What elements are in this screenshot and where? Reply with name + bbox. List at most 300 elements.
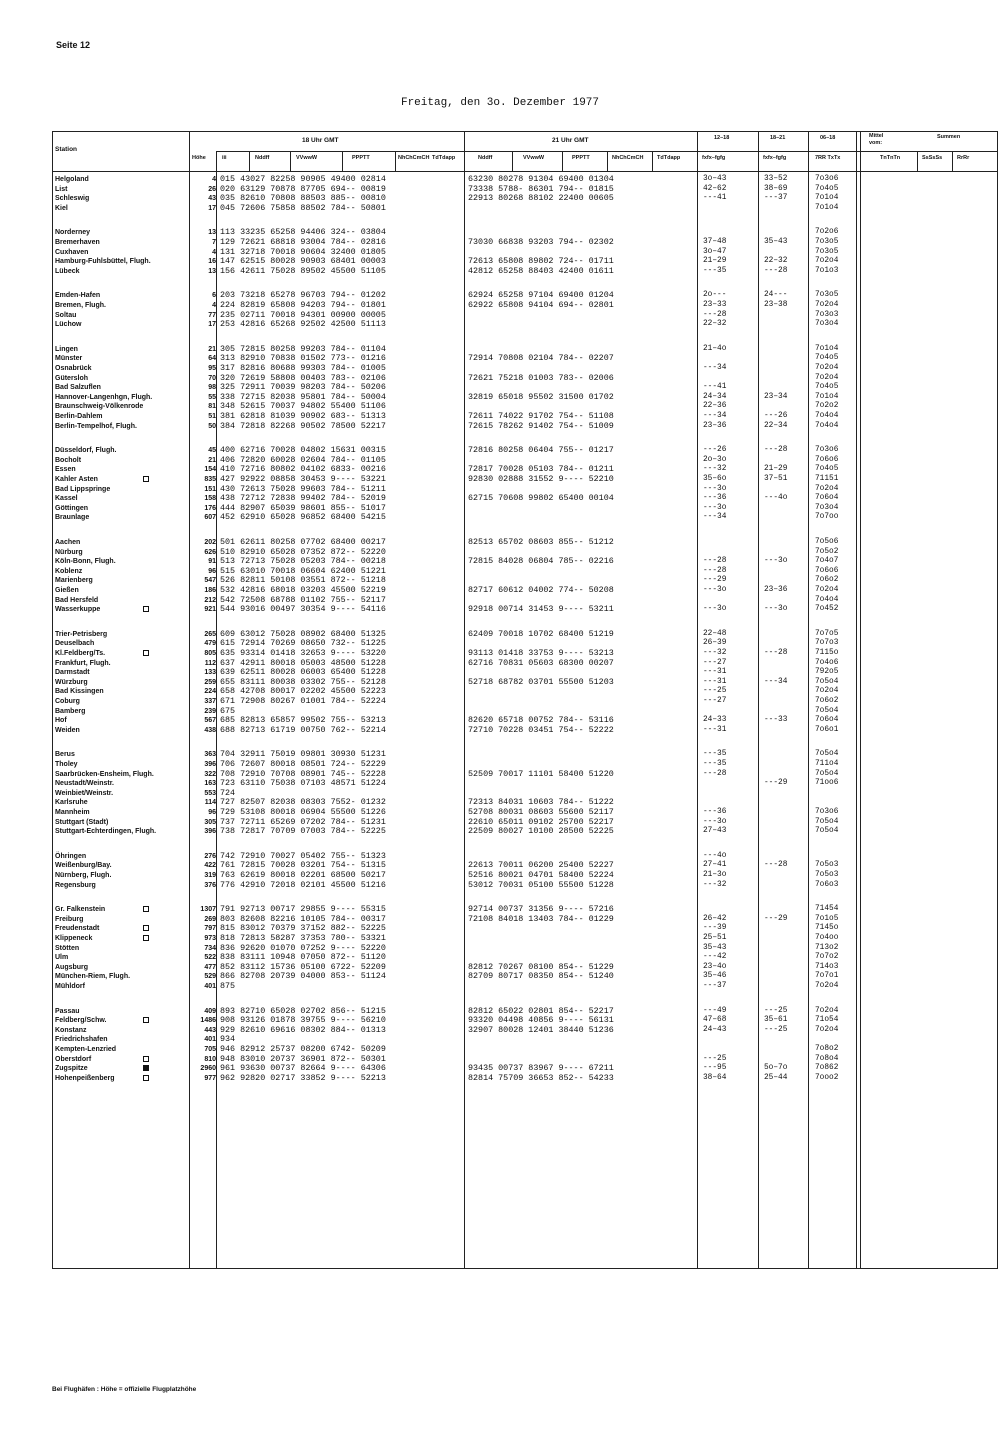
temp-extremes: 7o6o6 [815,566,839,575]
obs-18-group: 635 93314 01418 32653 9---- 53220 [220,648,386,658]
obs-18-group: 729 53108 80018 06904 55500 51226 [220,807,386,817]
gust-12-18: ---37 [703,982,727,990]
station-height: 96 [208,567,216,575]
station-label: Kahler Asten [55,476,98,483]
station-height: 797 [204,925,216,933]
gust-12-18: 22–36 [703,402,727,411]
temp-extremes: 7o5o4 [815,706,839,715]
station-label: Kl.Feldberg/Ts. [55,650,106,657]
gust-12-18: 38–64 [703,1073,727,1082]
gust-12-18: 23–36 [703,421,727,430]
obs-21-group: 82513 65702 08603 855-- 51212 [468,537,614,547]
gust-12-18: ---95 [703,1064,727,1073]
temp-extremes: 7o2o4 [815,364,839,372]
station-name: Bremerhaven [55,239,100,246]
obs-21-group: 93320 04498 40856 9---- 56131 [468,1015,614,1026]
obs-18-group: 962 92820 02717 33852 9---- 52213 [220,1072,386,1083]
temp-extremes: 71454 [815,905,839,914]
station-height: 409 [204,1007,216,1015]
station-height: 95 [208,365,216,372]
header-21-pppt: PPPTT [572,155,590,161]
gust-12-18: 3o–47 [703,247,727,256]
obs-18-group: 704 32911 75019 09801 30930 51231 [220,749,386,760]
temp-extremes: 7o3o5 [815,238,839,246]
obs-18-group: 325 72911 70039 98203 784-- 50206 [220,382,386,393]
station-height: 202 [204,539,216,546]
station-name: Berlin-Dahlem [55,413,103,420]
gust-12-18: ---34 [703,513,727,522]
station-name: Köln-Bonn, Flugh. [55,558,116,566]
obs-18-group: 410 72716 80802 04102 6833- 00216 [220,464,386,475]
station-height: 158 [204,495,216,503]
obs-21-group: 63230 80278 91304 69400 01304 [468,174,614,184]
header-sub-5: SsSsSs [922,155,943,161]
gust-12-18: ---31 [703,668,727,677]
station-height: 70 [208,374,216,382]
station-name: Osnabrück [55,365,92,372]
temp-extremes: 7o4o5 [815,465,839,474]
obs-18-group: 045 72606 75858 88502 784-- 50801 [220,202,386,213]
station-height: 186 [204,587,216,594]
obs-18-group: 838 83111 10948 07050 872-- 51120 [220,952,386,963]
station-height: 91 [208,558,216,566]
gust-12-18: 2o–3o [703,455,727,464]
station-name: Koblenz [55,567,83,575]
gust-12-18: 21–4o [703,344,727,353]
station-height: 64 [208,355,216,363]
gust-12-18: ---29 [703,576,727,585]
obs-18-group: 515 63010 70018 06604 62400 51221 [220,565,386,576]
station-name [55,475,185,484]
obs-21-group: 92714 00737 31356 9---- 57216 [468,904,614,915]
station-height: 16 [208,258,216,266]
gust-18-21: ---25 [764,1006,788,1015]
gust-12-18: ---42 [703,953,727,962]
station-height: 363 [204,751,216,759]
header-12-18: 12–18 [714,135,730,141]
station-height: 805 [204,650,216,657]
gust-12-18: 42–62 [703,184,727,193]
station-height: 319 [204,872,216,879]
station-height: 1307 [200,906,216,914]
station-name: Weiden [55,726,80,734]
station-name: Ulm [55,954,69,962]
gust-12-18: ---32 [703,465,727,474]
temp-extremes: 7o2o4 [815,1025,839,1034]
obs-21-group: 62924 65258 97104 69400 01204 [468,290,614,301]
temp-extremes: 7o4o4 [815,421,839,430]
temp-extremes: 7o6o3 [815,880,839,889]
header-21-dew: TdTdapp [657,155,681,161]
station-name: Aachen [55,539,81,546]
gust-12-18: ---3o [703,503,727,512]
station-height: 401 [204,983,216,990]
obs-18-group: 542 72508 68788 01102 755-- 52117 [220,594,386,605]
temp-extremes: 7o2o4 [815,257,839,266]
obs-18-group: 532 42816 68018 03203 45500 52219 [220,585,386,595]
gust-12-18: 37–48 [703,238,727,246]
gust-18-21: ---34 [764,677,788,686]
station-height: 438 [204,726,216,734]
gust-12-18: 23–33 [703,301,727,309]
temp-extremes: 714o3 [815,962,839,971]
obs-18-group: 406 72820 60028 02604 784-- 01105 [220,454,386,465]
header-gmt-18: 18 Uhr GMT [302,137,339,144]
station-height: 81 [208,403,216,411]
station-height: 4 [212,176,216,183]
gust-12-18: ---28 [703,566,727,575]
station-name: Neustadt/Weinstr. [55,780,114,788]
obs-21-group: 72108 84018 13403 784-- 01229 [468,913,614,924]
temp-extremes: 7o2o4 [815,301,839,309]
temp-extremes: 7o3o4 [815,320,839,329]
gust-12-18: ---32 [703,880,727,889]
station-name: Gütersloh [55,374,89,382]
station-height: 626 [204,548,216,556]
station-name: Weißenburg/Bay. [55,862,112,870]
obs-18-group: 305 72815 80258 99203 784-- 01104 [220,343,386,354]
station-name: Kempten-Lenzried [55,1046,117,1053]
header-18-clouds: NhChCmCH [398,155,430,161]
obs-18-group: 929 82610 69616 08302 884-- 01313 [220,1024,386,1035]
header-21-vvwww: VVwwW [523,155,545,161]
temp-extremes: 7o7o5 [815,629,839,638]
open-square-marker [143,935,149,941]
station-height: 529 [204,973,216,981]
gust-18-21: ---28 [764,649,788,657]
station-label: Gr. Falkenstein [55,906,106,914]
temp-extremes: 7o5o3 [815,861,839,870]
station-name [55,649,185,658]
station-name: Kassel [55,495,78,503]
gust-12-18: 24–34 [703,392,727,401]
station-height: 13 [208,229,216,237]
temp-extremes: 7115o [815,649,839,657]
obs-21-group: 62922 65808 94104 694-- 02801 [468,300,614,310]
observation-table [52,131,998,1268]
obs-21-group: 22613 70011 06200 25400 52227 [468,860,614,871]
gust-12-18: ---28 [703,769,727,778]
station-height: 13 [208,267,216,275]
obs-18-group: 444 82907 65039 98601 855-- 51017 [220,502,386,513]
header-sub-4: TnTnTn [880,155,901,161]
open-square-marker [143,650,149,656]
station-height: 443 [204,1026,216,1034]
station-height: 114 [204,799,216,807]
obs-18-group: 723 63110 75038 07103 48571 51224 [220,778,386,789]
obs-21-group: 32819 65018 95502 31500 01702 [468,391,614,402]
temp-extremes: 7o6o2 [815,697,839,705]
obs-18-group: 020 63129 70878 87705 694-- 00819 [220,183,386,194]
obs-18-group: 836 92620 01070 07252 9---- 52220 [220,942,386,953]
station-name [55,1055,185,1064]
temp-extremes: 7o3o5 [815,291,839,300]
station-name: Mühldorf [55,983,85,990]
station-height: 705 [204,1046,216,1053]
station-name: Tholey [55,761,78,768]
temp-extremes: 7o5o3 [815,871,839,879]
temp-extremes: 7o4o7 [815,557,839,566]
obs-21-group: 42812 65258 88403 42400 01611 [468,265,614,276]
station-height: 21 [208,456,216,464]
obs-21-group: 72914 70808 02104 784-- 02207 [468,353,614,364]
obs-18-group: 400 62716 70028 04802 15631 00315 [220,445,386,456]
station-name [55,924,185,933]
station-label: Wasserkuppe [55,606,101,614]
gust-18-21: 35–43 [764,238,788,246]
station-height: 4 [212,248,216,256]
station-name: Konstanz [55,1026,87,1034]
gust-12-18: ---25 [703,1054,727,1063]
gust-12-18: ---26 [703,446,727,455]
station-name: Stuttgart-Echterdingen, Flugh. [55,828,157,836]
station-height: 607 [204,514,216,522]
obs-21-group: 53012 70031 05100 55500 51228 [468,879,614,890]
header-sub-3: 7RR TxTx [815,155,841,161]
gust-12-18: 35–6o [703,475,727,483]
station-height: 7 [212,239,216,246]
obs-21-group: 22913 80268 88102 22400 00605 [468,193,614,204]
station-height: 422 [204,862,216,870]
station-name: Bad Lippspringe [55,485,111,493]
station-name: Nürnberg, Flugh. [55,872,112,879]
station-name: Hof [55,717,67,725]
station-name: Trier-Petrisberg [55,630,108,638]
header-summen: Summen [937,134,961,140]
gust-12-18: ---27 [703,658,727,667]
gust-18-21: 25–44 [764,1073,788,1082]
station-height: 112 [204,659,216,667]
obs-18-group: 763 62619 80018 02201 68500 50217 [220,870,386,880]
station-name: Emden-Hafen [55,292,101,300]
station-height: 6 [212,292,216,300]
gust-18-21: ---37 [764,194,788,203]
station-name: Frankfurt, Flugh. [55,659,111,667]
gust-12-18: ---34 [703,364,727,372]
station-name: Weinbiet/Weinstr. [55,789,114,797]
station-height: 239 [204,707,216,715]
station-height: 337 [204,698,216,705]
obs-18-group: 961 93630 00737 82664 9---- 64306 [220,1063,386,1074]
header-gmt-21: 21 Uhr GMT [552,137,589,144]
temp-extremes: 7o3o3 [815,310,839,319]
station-name: Lüchow [55,321,82,329]
obs-18-group: 235 02711 70018 94301 00900 00005 [220,309,386,320]
obs-18-group: 791 92713 00717 29855 9---- 55315 [220,904,386,915]
station-name: Augsburg [55,963,89,971]
station-height: 276 [204,852,216,860]
obs-21-group: 72817 70028 05103 784-- 01211 [468,464,614,475]
station-label: Hohenpeißenberg [55,1074,115,1082]
header-sub-2: fxfx–fgfg [763,155,787,161]
gust-12-18: ---34 [703,412,727,420]
station-name [55,905,185,914]
station-name: Bad Salzuflen [55,384,101,392]
obs-18-group: 203 73218 65278 96703 794-- 01202 [220,290,386,301]
obs-21-group: 22610 65011 09102 25700 52217 [468,816,614,827]
temp-extremes: 7o1o4 [815,344,839,353]
obs-21-group: 72815 84028 06804 785-- 02216 [468,556,614,567]
temp-extremes: 7o1o3 [815,266,839,275]
gust-18-21: ---25 [764,1025,788,1034]
obs-18-group: 313 82910 70838 01502 773-- 01216 [220,353,386,364]
gust-12-18: ---3o [703,817,727,826]
obs-21-group: 92830 02888 31552 9---- 52210 [468,474,614,484]
station-name: Bad Hersfeld [55,596,99,604]
gust-12-18: 21–29 [703,257,727,266]
station-name: Öhringen [55,852,87,860]
temp-extremes: 7o2o4 [815,586,839,594]
gust-12-18: ---41 [703,383,727,392]
obs-18-group: 615 72914 70269 08650 732-- 51225 [220,638,386,649]
gust-18-21: 22–32 [764,257,788,266]
station-name: Braunlage [55,514,90,522]
station-name: Kiel [55,204,68,212]
station-name: Saarbrücken-Ensheim, Flugh. [55,770,154,778]
station-name: Bad Kissingen [55,688,104,696]
gust-12-18: ---28 [703,557,727,566]
obs-18-group: 934 [220,1034,236,1045]
station-height: 51 [208,413,216,420]
obs-18-group: 706 72607 80018 08501 724-- 52229 [220,759,386,769]
station-height: 396 [204,828,216,836]
gust-18-21: ---3o [764,557,788,566]
station-height: 734 [204,944,216,952]
temp-extremes: 792o5 [815,668,839,677]
obs-18-group: 438 72712 72838 99402 784-- 52019 [220,493,386,504]
header-mittel: Mittel [869,133,884,139]
station-name: Düsseldorf, Flugh. [55,447,117,455]
temp-extremes: 7o5o4 [815,750,839,759]
obs-21-group: 82812 65022 02801 854-- 52217 [468,1005,614,1016]
gust-18-21: 23–36 [764,586,788,594]
station-height: 810 [204,1055,216,1063]
station-name: Marienberg [55,577,93,585]
station-name: Berlin-Tempelhof, Flugh. [55,422,137,430]
temp-extremes: 71o54 [815,1016,839,1025]
station-name: Lübeck [55,267,80,275]
open-square-marker [143,1017,149,1023]
obs-18-group: 156 42611 75028 89502 45500 51105 [220,265,386,276]
station-height: 269 [204,915,216,923]
station-name: Gießen [55,587,79,594]
station-height: 376 [204,881,216,889]
temp-extremes: 7o1o5 [815,914,839,923]
station-height: 265 [204,630,216,638]
obs-21-group: 93435 00737 83967 9---- 67211 [468,1063,614,1074]
gust-18-21: ---3o [764,605,788,614]
gust-12-18: ---36 [703,808,727,816]
obs-21-group: 62409 70018 10702 68400 51219 [468,628,614,639]
temp-extremes: 7o7oo [815,513,839,522]
temp-extremes: 711o4 [815,760,839,768]
obs-21-group: 52516 80021 04701 58400 52224 [468,870,614,880]
station-name: Soltau [55,311,77,319]
station-name: Deuselbach [55,640,95,648]
obs-18-group: 510 82910 65028 07352 872-- 52220 [220,546,386,557]
obs-21-group: 72621 75218 01003 783-- 02006 [468,372,614,383]
obs-21-group: 72613 65808 89802 724-- 01711 [468,256,614,267]
header-station: Station [55,146,78,153]
gust-12-18: ---32 [703,649,727,657]
station-name: Bremen, Flugh. [55,302,106,309]
obs-18-group: 224 82819 65808 94203 794-- 01801 [220,300,386,310]
temp-extremes: 7o4oo [815,934,839,942]
obs-21-group: 72816 80258 06404 755-- 01217 [468,445,614,456]
gust-12-18: ---31 [703,677,727,686]
station-name: Hamburg-Fuhlsbüttel, Flugh. [55,258,151,266]
obs-18-group: 866 82708 20739 04000 853-- 51124 [220,971,386,982]
obs-18-group: 675 [220,705,236,716]
obs-21-group: 82620 65718 00752 784-- 53116 [468,715,614,726]
station-height: 259 [204,678,216,686]
temp-extremes: 7145o [815,924,839,933]
temp-extremes: 7o8o2 [815,1045,839,1053]
gust-12-18: 27–43 [703,827,727,836]
temp-extremes: 7o5o2 [815,547,839,556]
obs-18-group: 742 72910 70027 05402 755-- 51323 [220,850,386,861]
obs-21-group: 52509 70017 11101 58400 51220 [468,768,614,779]
station-height: 4 [212,302,216,309]
station-height: 96 [208,809,216,816]
gust-12-18: 35–43 [703,943,727,952]
station-height: 835 [204,476,216,483]
obs-18-group: 129 72621 68818 93004 784-- 02816 [220,237,386,247]
obs-21-group: 82812 70267 08100 854-- 51229 [468,961,614,972]
station-height: 176 [204,504,216,512]
gust-12-18: 24–43 [703,1025,727,1034]
gust-12-18: ---3o [703,605,727,614]
obs-18-group: 253 42816 65268 92502 42500 51113 [220,319,386,330]
station-name: Cuxhaven [55,248,89,256]
station-name: Lingen [55,345,78,353]
station-label: Zugspitze [55,1065,88,1073]
station-name: München-Riem, Flugh. [55,973,131,981]
gust-12-18: 26–39 [703,639,727,648]
station-name: Passau [55,1007,80,1015]
station-name: Darmstadt [55,669,90,677]
obs-21-group: 82709 80717 08350 854-- 51240 [468,971,614,982]
gust-18-21: ---28 [764,446,788,455]
temp-extremes: 7o6o2 [815,576,839,585]
header-vom: vom: [869,140,883,146]
gust-18-21: 23–34 [764,392,788,401]
obs-18-group: 113 33235 65258 94406 324-- 03804 [220,227,386,238]
temp-extremes: 7o3o5 [815,247,839,256]
station-label: Oberstdorf [55,1055,92,1063]
station-height: 151 [204,485,216,493]
open-square-marker [143,925,149,931]
gust-12-18: ---35 [703,760,727,768]
header-18-vvwww: VVwwW [296,155,318,161]
obs-21-group: 73338 5788- 86301 794-- 01815 [468,183,614,194]
temp-extremes: 7o5o4 [815,769,839,778]
obs-18-group: 637 42911 80018 05003 48500 51228 [220,657,386,668]
gust-12-18: ---4o [703,851,727,860]
station-height: 45 [208,447,216,455]
obs-18-group: 384 72818 82268 90502 78500 52217 [220,420,386,431]
obs-18-group: 320 72619 58808 00403 783-- 02106 [220,372,386,383]
obs-18-group: 776 42910 72018 02101 45500 51216 [220,879,386,890]
temp-extremes: 7o2o6 [815,228,839,237]
footnote: Bei Flughäfen : Höhe = offizielle Flugplatzhöhe [52,1386,197,1393]
station-label: Feldberg/Schw. [55,1017,107,1025]
obs-21-group: 82717 60612 04002 774-- 50208 [468,585,614,595]
station-name [55,1016,185,1025]
station-height: 401 [204,1036,216,1044]
station-height: 43 [208,195,216,203]
temp-extremes: 7o7o2 [815,953,839,962]
